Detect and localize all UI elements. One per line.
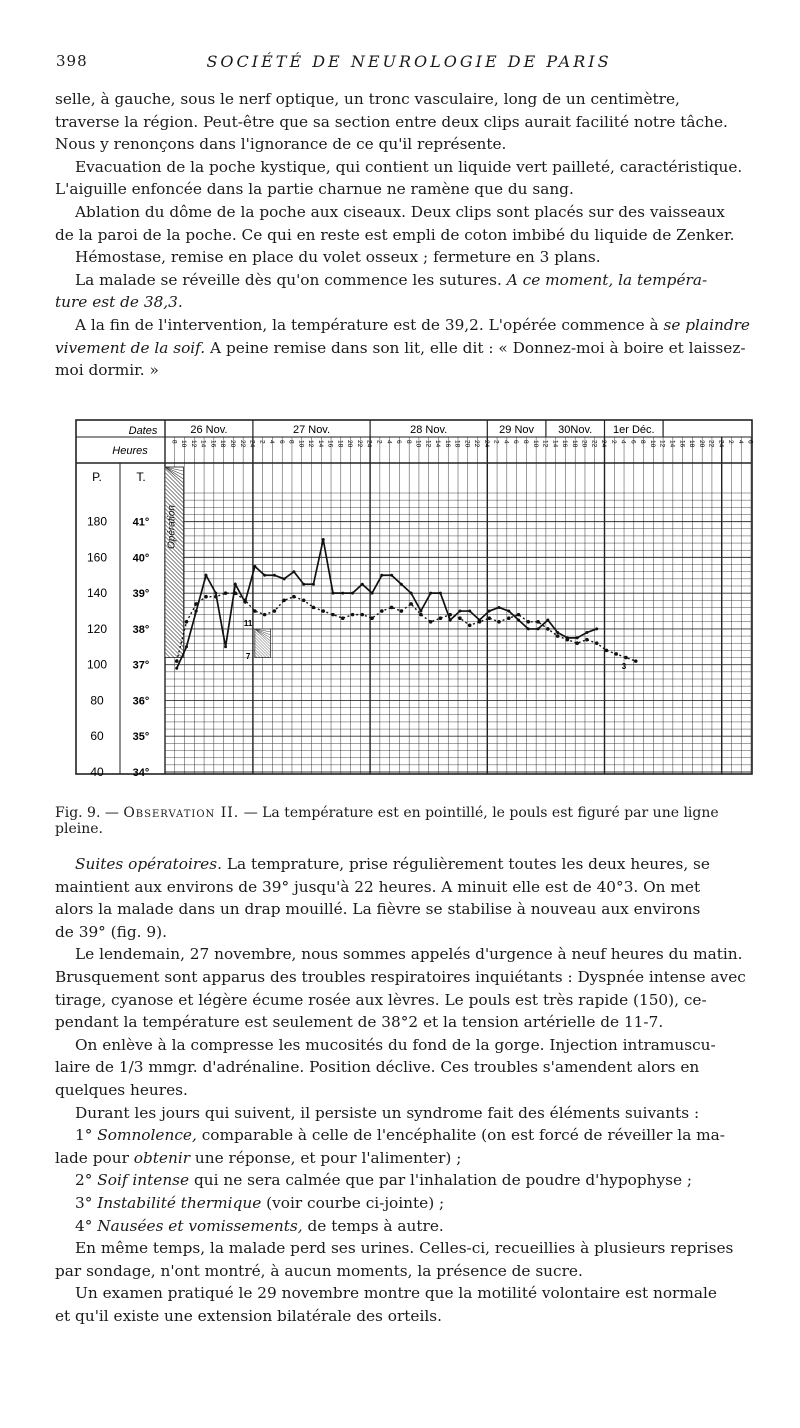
date-label: 26 Nov. [190, 424, 228, 436]
temperature-point [351, 613, 355, 617]
chart-svg [75, 417, 755, 777]
pulse-point [537, 627, 540, 630]
pulse-point [351, 592, 354, 595]
temperature-point [439, 616, 443, 620]
pulse-point [556, 631, 559, 634]
running-title: SOCIÉTÉ DE NEUROLOGIE DE PARIS [206, 52, 612, 71]
hour-label: 2 [492, 440, 500, 444]
temperature-point [234, 591, 238, 595]
hour-label: 14 [434, 440, 442, 448]
figure-caption [55, 805, 767, 837]
hour-label: 8 [639, 440, 647, 444]
temperature-point [536, 620, 540, 624]
pulse-point [419, 610, 422, 613]
pulse-point [546, 618, 549, 621]
text-line: selle, à gauche, sous le nerf optique, un tronc vasculaire, long de un centimètre, [55, 90, 680, 108]
hour-label: 14 [551, 440, 559, 448]
hour-label: 16 [326, 440, 334, 448]
pulse-point [253, 565, 256, 568]
hours-header-label: Heures [112, 445, 148, 457]
temperature-point [507, 616, 511, 620]
temperature-point [566, 638, 570, 642]
pulse-point [458, 610, 461, 613]
pulse-point [185, 645, 188, 648]
date-label: 30Nov. [558, 424, 593, 436]
pulse-point [234, 583, 237, 586]
text-line: de 39° (fig. 9). [55, 922, 167, 941]
hour-label: 2 [727, 440, 735, 444]
annotation-label: 7 [245, 651, 251, 661]
hour-label: 24 [365, 440, 373, 448]
text-line: vivement de la soif. A peine remise dans son lit, elle dit : « Donnez-moi à boire et laissez- [55, 338, 746, 357]
hour-label: 6 [746, 440, 754, 444]
dates-header-label: Dates [128, 425, 158, 437]
hour-label: 4 [502, 440, 510, 444]
temperature-point [302, 599, 306, 603]
temperature-point [263, 613, 267, 617]
temperature-point [429, 620, 433, 624]
temperature-point [253, 609, 257, 613]
hour-label: 20 [697, 440, 705, 448]
hour-label: 10 [648, 440, 656, 448]
hour-label: 16 [561, 440, 569, 448]
pulse-point [224, 645, 227, 648]
text-line: alors la malade dans un drap mouillé. La fièvre se stabilise à nouveau aux environs [55, 900, 701, 919]
temperature-point [400, 609, 404, 613]
text-line: tirage, cyanose et légère écume rosée aux lèvres. Le pouls est très rapide (150), ce- [55, 990, 707, 1009]
hour-label: 24 [600, 440, 608, 448]
temperature-tick-label: 39° [132, 588, 150, 601]
hour-label: 22 [355, 440, 363, 448]
pulse-point [507, 610, 510, 613]
annotation-label: 11 [243, 618, 253, 628]
hour-label: 4 [385, 440, 393, 444]
hour-label: 20 [463, 440, 471, 448]
pulse-point [449, 618, 452, 621]
temperature-header-label: T. [136, 470, 146, 484]
text-line: On enlève à la compresse les mucosités du fond de la gorge. Injection intramuscu- [75, 1035, 716, 1054]
hour-label: 22 [707, 440, 715, 448]
hour-label: 16 [678, 440, 686, 448]
hour-label: 2 [609, 440, 617, 444]
pulse-tick-label: 160 [86, 550, 108, 565]
temperature-tick-label: 34° [132, 767, 150, 777]
hour-label: 18 [453, 440, 461, 448]
pulse-point [322, 538, 325, 541]
pulse-point [273, 574, 276, 577]
pulse-tick-label: 180 [86, 514, 108, 529]
temperature-point [243, 599, 247, 603]
text-line: moi dormir. » [55, 361, 159, 380]
hour-label: 6 [512, 440, 520, 444]
pulse-point [292, 570, 295, 573]
temperature-tick-label: 41° [132, 516, 150, 529]
text-line: 3° Instabilité thermique (voir courbe ci-jointe) ; [75, 1193, 445, 1212]
pulse-point [439, 592, 442, 595]
temperature-point [458, 616, 462, 620]
caption-label: Observation II. [123, 805, 240, 821]
temperature-tick-label: 37° [132, 659, 150, 672]
temperature-point [497, 620, 501, 624]
pulse-point [576, 636, 579, 639]
pulse-point [390, 574, 393, 577]
temperature-point [468, 624, 472, 628]
page-header [56, 52, 762, 74]
temperature-point [224, 591, 228, 595]
temperature-point [185, 620, 189, 624]
hour-label: 24 [482, 440, 490, 448]
temperature-point [448, 613, 452, 617]
temperature-point [273, 609, 277, 613]
text-line: maintient aux environs de 39° jusqu'à 22 heures. A minuit elle est de 40°3. On met [55, 877, 701, 896]
text-line: Le lendemain, 27 novembre, nous sommes appelés d'urgence à neuf heures du matin. [75, 945, 743, 964]
hour-label: 12 [424, 440, 432, 448]
temperature-point [487, 616, 491, 620]
temperature-point [614, 652, 618, 656]
hour-label: 4 [736, 440, 744, 444]
hour-label: 22 [473, 440, 481, 448]
operation-label: Opération [166, 505, 178, 549]
hour-label: 4 [619, 440, 627, 444]
text-line: Brusquement sont apparus des troubles respiratoires inquiétants : Dyspnée intense avec [55, 967, 746, 986]
hour-label: 4 [268, 440, 276, 444]
temperature-tick-label: 40° [132, 552, 150, 565]
temperature-tick-label: 38° [132, 623, 150, 636]
pulse-point [195, 610, 198, 613]
temperature-point [194, 602, 198, 606]
pulse-point [331, 592, 334, 595]
temperature-point [419, 613, 423, 617]
pulse-point [380, 574, 383, 577]
hour-label: 2 [258, 440, 266, 444]
temperature-point [214, 595, 218, 599]
pulse-point [214, 592, 217, 595]
temperature-point [175, 659, 179, 663]
pulse-point [410, 592, 413, 595]
text-line: En même temps, la malade perd ses urines. Celles-ci, recueillies à plusieurs reprises [75, 1239, 734, 1258]
hour-label: 10 [531, 440, 539, 448]
hour-label: 18 [219, 440, 227, 448]
temperature-point [556, 634, 560, 638]
text-line: 4° Nausées et vomissements, de temps à autre. [75, 1216, 444, 1235]
hour-label: 14 [668, 440, 676, 448]
pulse-point [263, 574, 266, 577]
hour-label: 12 [189, 440, 197, 448]
temperature-tick-label: 35° [132, 731, 150, 744]
annotation-label: 3 [621, 662, 627, 672]
date-label: 29 Nov [499, 424, 535, 436]
pulse-point [361, 583, 364, 586]
temperature-point [605, 649, 609, 653]
hour-label: 8 [404, 440, 412, 444]
text-line: A la fin de l'intervention, la température est de 39,2. L'opérée commence à se plaindre [75, 315, 750, 334]
temperature-pulse-chart [75, 417, 755, 777]
temperature-point [585, 638, 589, 642]
hour-label: 22 [238, 440, 246, 448]
text-line: quelques heures. [55, 1080, 188, 1099]
temperature-point [321, 609, 325, 613]
temperature-point [634, 659, 638, 663]
hour-label: 2 [375, 440, 383, 444]
hour-label: 12 [541, 440, 549, 448]
temperature-point [575, 641, 579, 645]
pulse-tick-label: 40 [90, 765, 104, 777]
temperature-tick-label: 36° [132, 695, 150, 708]
pulse-tick-label: 100 [86, 657, 108, 672]
temperature-point [478, 620, 482, 624]
temperature-point [546, 627, 550, 631]
temperature-point [331, 613, 335, 617]
hour-label: 12 [307, 440, 315, 448]
date-label: 27 Nov. [292, 424, 331, 436]
pulse-point [498, 606, 501, 609]
text-line: L'aiguille enfoncée dans la partie charnue ne ramène que du sang. [55, 180, 574, 199]
caption-prefix: Fig. 9. — [55, 805, 119, 821]
temperature-point [409, 602, 413, 606]
temperature-point [527, 620, 531, 624]
pulse-line [177, 540, 597, 669]
temperature-point [282, 599, 286, 603]
text-line: Suites opératoires. La temprature, prise régulièrement toutes les deux heures, se [75, 855, 710, 873]
text-line: ture est de 38,3. [55, 293, 183, 312]
page-number: 398 [56, 52, 88, 70]
temperature-point [624, 656, 628, 660]
text-line: Nous y renonçons dans l'ignorance de ce qu'il représente. [55, 135, 507, 154]
pulse-point [205, 574, 208, 577]
temperature-point [360, 613, 364, 617]
pulse-point [468, 610, 471, 613]
temperature-point [370, 616, 374, 620]
hour-label: 12 [658, 440, 666, 448]
temperature-point [517, 613, 521, 617]
text-line: Durant les jours qui suivent, il persiste un syndrome fait des éléments suivants : [75, 1103, 700, 1122]
hour-label: 10 [180, 440, 188, 448]
temperature-point [312, 606, 316, 610]
temperature-point [204, 595, 208, 599]
temperature-point [390, 606, 394, 610]
pulse-point [341, 592, 344, 595]
temperature-point [595, 641, 599, 645]
text-line: Un examen pratiqué le 29 novembre montre que la motilité volontaire est normale [75, 1284, 717, 1303]
caption-text: — La température est en pointillé, le pouls est figuré par une ligne pleine. [55, 805, 719, 837]
temperature-point [292, 595, 296, 599]
hour-label: 8 [170, 440, 178, 444]
text-line: 2° Soif intense qui ne sera calmée que par l'inhalation de poudre d'hypophyse ; [75, 1171, 693, 1190]
pulse-tick-label: 60 [90, 729, 104, 744]
hour-label: 18 [688, 440, 696, 448]
text-line: lade pour obtenir une réponse, et pour l'alimenter) ; [55, 1148, 462, 1167]
hour-label: 14 [199, 440, 207, 448]
text-line: traverse la région. Peut-être que sa section entre deux clips aurait facilité notre tâche. [55, 112, 728, 131]
pulse-point [400, 583, 403, 586]
pulse-point [488, 610, 491, 613]
pulse-point [283, 577, 286, 580]
hour-label: 6 [395, 440, 403, 444]
hour-label: 16 [209, 440, 217, 448]
hour-label: 18 [336, 440, 344, 448]
pulse-point [302, 583, 305, 586]
pulse-point [585, 631, 588, 634]
pulse-tick-label: 120 [86, 621, 108, 636]
hour-label: 20 [228, 440, 236, 448]
pulse-header-label: P. [92, 470, 102, 484]
text-line: Evacuation de la poche kystique, qui contient un liquide vert pailleté, caractéristique. [75, 157, 743, 176]
hour-label: 14 [316, 440, 324, 448]
text-line: par sondage, n'ont montré, à aucun moments, la présence de sucre. [55, 1261, 583, 1280]
hour-label: 10 [414, 440, 422, 448]
hour-label: 20 [580, 440, 588, 448]
pulse-point [371, 592, 374, 595]
text-line: et qu'il existe une extension bilatérale des orteils. [55, 1306, 442, 1325]
text-line: Ablation du dôme de la poche aux ciseaux. Deux clips sont placés sur des vaisseaux [75, 202, 725, 221]
hour-label: 18 [570, 440, 578, 448]
date-label: 1er Déc. [613, 424, 655, 436]
temperature-point [341, 616, 345, 620]
pulse-point [175, 667, 178, 670]
pulse-tick-label: 140 [86, 586, 108, 601]
pulse-point [517, 618, 520, 621]
bottom-paragraphs [55, 853, 767, 1327]
hour-label: 6 [629, 440, 637, 444]
pulse-point [527, 627, 530, 630]
hour-label: 10 [297, 440, 305, 448]
hour-label: 22 [590, 440, 598, 448]
hour-label: 24 [717, 440, 725, 448]
text-line: La malade se réveille dès qu'on commence les sutures. A ce moment, la tempéra- [75, 270, 708, 289]
hour-label: 6 [277, 440, 285, 444]
pulse-tick-label: 80 [90, 693, 104, 708]
hour-label: 8 [521, 440, 529, 444]
date-label: 28 Nov. [410, 424, 448, 436]
text-line: 1° Somnolence, comparable à celle de l'encéphalite (on est forcé de réveiller la ma- [75, 1126, 725, 1145]
pulse-point [312, 583, 315, 586]
text-line: laire de 1/3 mmgr. d'adrénaline. Position déclive. Ces troubles s'amendent alors en [55, 1058, 700, 1077]
text-line: pendant la température est seulement de 38°2 et la tension artérielle de 11-7. [55, 1013, 664, 1032]
hour-label: 24 [248, 440, 256, 448]
pulse-point [429, 592, 432, 595]
hour-label: 20 [346, 440, 354, 448]
temperature-point [380, 609, 384, 613]
hour-label: 16 [443, 440, 451, 448]
hour-label: 8 [287, 440, 295, 444]
text-line: Hémostase, remise en place du volet osseux ; fermeture en 3 plans. [75, 248, 601, 267]
top-paragraphs [55, 88, 767, 382]
pulse-point [595, 627, 598, 630]
text-line: de la paroi de la poche. Ce qui en reste est empli de coton imbibé du liquide de Zenker. [55, 225, 735, 244]
